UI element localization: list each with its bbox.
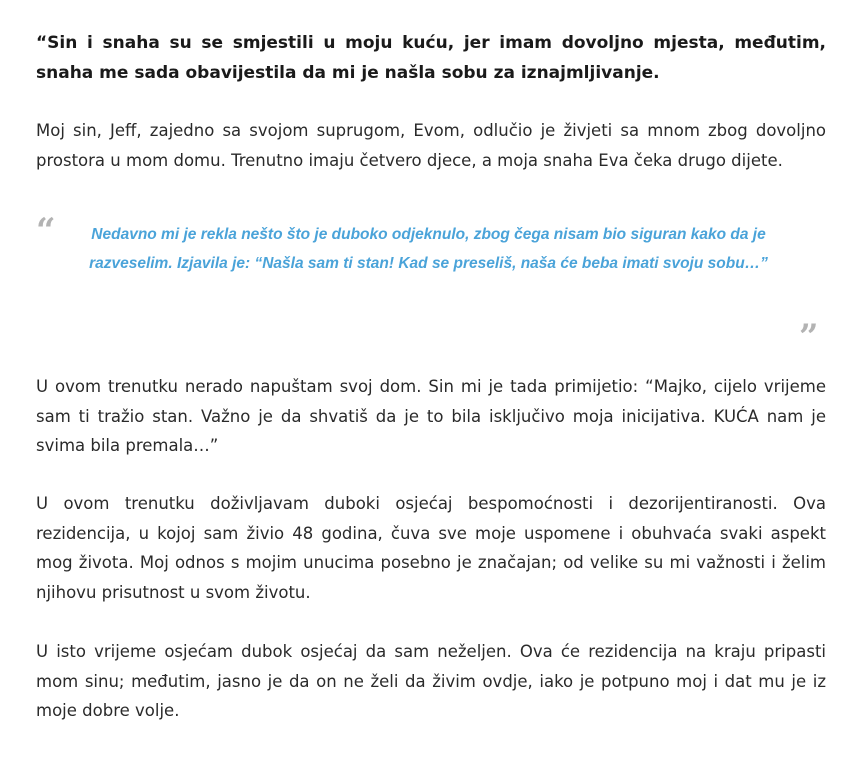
paragraph-4: U isto vrijeme osjećam dubok osjećaj da sam neželjen. Ova će rezidencija na kraju pripasti mom sinu; međutim, jasno je da on ne želi da živim ovdje, iako je potpuno moj i dat mu je iz moje dobre volje.: [36, 642, 826, 720]
open-quote-icon: “: [36, 211, 56, 251]
quote-text: Nedavno mi je rekla nešto što je duboko odjeknulo, zbog čega nisam bio siguran kako da je razveselim. Izjavila je: “Našla sam ti stan! Kad se preseliš, naša će beba imati svoju sobu…”: [89, 226, 768, 272]
close-quote-icon: ”: [799, 317, 819, 357]
paragraph-2: U ovom trenutku nerado napuštam svoj dom. Sin mi je tada primijetio: “Majko, cijelo vrijeme sam ti tražio stan. Važno je da shvatiš da je to bila isključivo moja inicijativa. KUĆA nam je svima bila premala…”: [36, 377, 826, 455]
paragraph-3: U ovom trenutku doživljavam duboki osjećaj bespomoćnosti i dezorijentiranosti. Ova rezidencija, u kojoj sam živio 48 godina, čuva sve moje uspomene i obuhvaća svaki aspekt mog života. Moj odnos s mojim unucima posebno je značajan; od velike su mi važnosti i želim njihovu prisutnost u svom životu.: [36, 494, 826, 602]
paragraph-1: Moj sin, Jeff, zajedno sa svojom suprugom, Evom, odlučio je živjeti sa mnom zbog dovoljno prostora u mom domu. Trenutno imaju četvero djece, a moja snaha Eva čeka drugo dijete.: [36, 121, 826, 170]
blockquote: [36, 210, 826, 357]
lead-paragraph: “Sin i snaha su se smjestili u moju kuću, jer imam dovoljno mjesta, međutim, snaha me sada obavijestila da mi je našla sobu za iznajmljivanje.: [36, 33, 826, 83]
